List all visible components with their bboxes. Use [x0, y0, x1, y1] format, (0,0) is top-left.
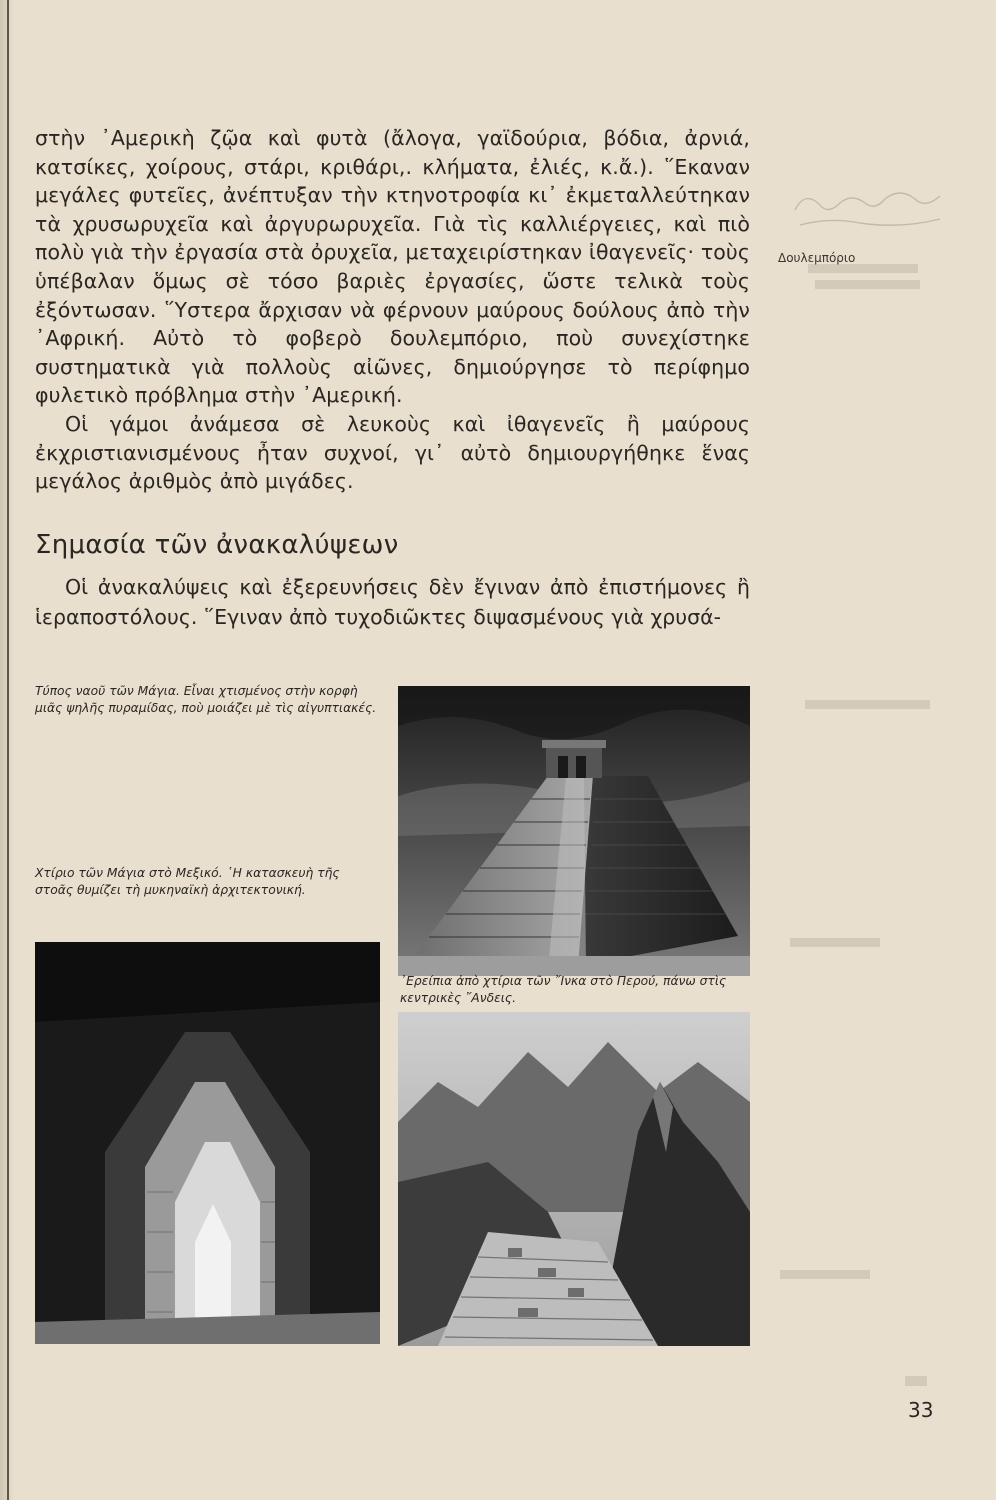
pyramid-caption: Τύπος ναοῦ τῶν Μάγια. Εἶναι χτισμένος στὴν κορφὴ μιᾶς ψηλῆς πυραμίδας, ποὺ μοιάζει μὲ τὶς αἰγυπτιακές.	[35, 684, 377, 715]
marriage-paragraph: Οἱ γάμοι ἀνάμεσα σὲ λευκοὺς καὶ ἰθαγενεῖς ἢ μαύρους ἐκχριστιανισμένους ἦταν συχνοί, γι᾿ αὐτὸ δημιουργήθηκε ἕνας μεγάλος ἀριθμὸς ἀπὸ μιγάδες.	[35, 411, 750, 494]
ruins-photo	[398, 1012, 750, 1346]
pyramid-photo	[398, 686, 750, 976]
intro-paragraph: στὴν ᾿Αμερικὴ ζῷα καὶ φυτὰ (ἄλογα, γαϊδούρια, βόδια, ἀρνιά, κατσίκες, χοίρους, στάρι, κριθάρι,. κλήματα, ἐλιές, κ.ἄ.). ῞Εκαναν μεγάλες φυτεῖες, ἀνέπτυξαν τὴν κτηνοτροφία κι᾿ ἐκμεταλλεύτηκαν τὰ χρυσωρυχεῖα καὶ ἀργυρωρυχεῖα. Γιὰ τὶς καλλιέργειες, καὶ πιὸ πολὺ γιὰ τὴν ἐργασία στὰ ὀρυχεῖα, μεταχειρίστηκαν ἰθαγενεῖς· τοὺς ὑπέβαλαν ὅμως σὲ τόσο βαριὲς ἐργασίες, ὥστε τελικὰ τοὺς ἐξόντωσαν. ῞Υστερα ἄρχισαν νὰ φέρνουν μαύρους δούλους ἀπὸ τὴν ᾿Αφρική. Αὐτὸ τὸ φοβερὸ δουλεμπόριο, ποὺ συνεχίστηκε συστηματικὰ γιὰ πολλοὺς αἰῶνες, δημιούργησε τὸ περίφημο φυλετικὸ πρόβλημα στὴν ᾿Αμερική.	[35, 126, 750, 408]
page-binding-edge	[7, 0, 9, 1500]
corridor-caption: Χτίριο τῶν Μάγια στὸ Μεξικό. ῾Η κατασκευὴ τῆς στοᾶς θυμίζει τὴ μυκηναϊκὴ ἀρχιτεκτονική.	[35, 866, 340, 897]
ruins-caption: ᾿Ερείπια ἀπὸ χτίρια τῶν ῎Ινκα στὸ Περού, πάνω στὶς κεντρικὲς ῎Ανδεις.	[400, 974, 727, 1005]
margin-note-slave-trade: Δουλεμπόριο	[778, 251, 856, 265]
main-text	[35, 124, 750, 496]
section-heading: Σημασία τῶν ἀνακαλύψεων	[35, 530, 399, 560]
section-paragraph: Οἱ ἀνακαλύψεις καὶ ἐξερευνήσεις δὲν ἔγιναν ἀπὸ ἐπιστήμονες ἢ ἱεραποστόλους. ῞Εγιναν ἀπὸ τυχοδιῶκτες διψασμένους γιὰ χρυσά-	[35, 575, 750, 629]
corridor-photo	[35, 942, 380, 1344]
page-number: 33	[908, 1398, 934, 1422]
